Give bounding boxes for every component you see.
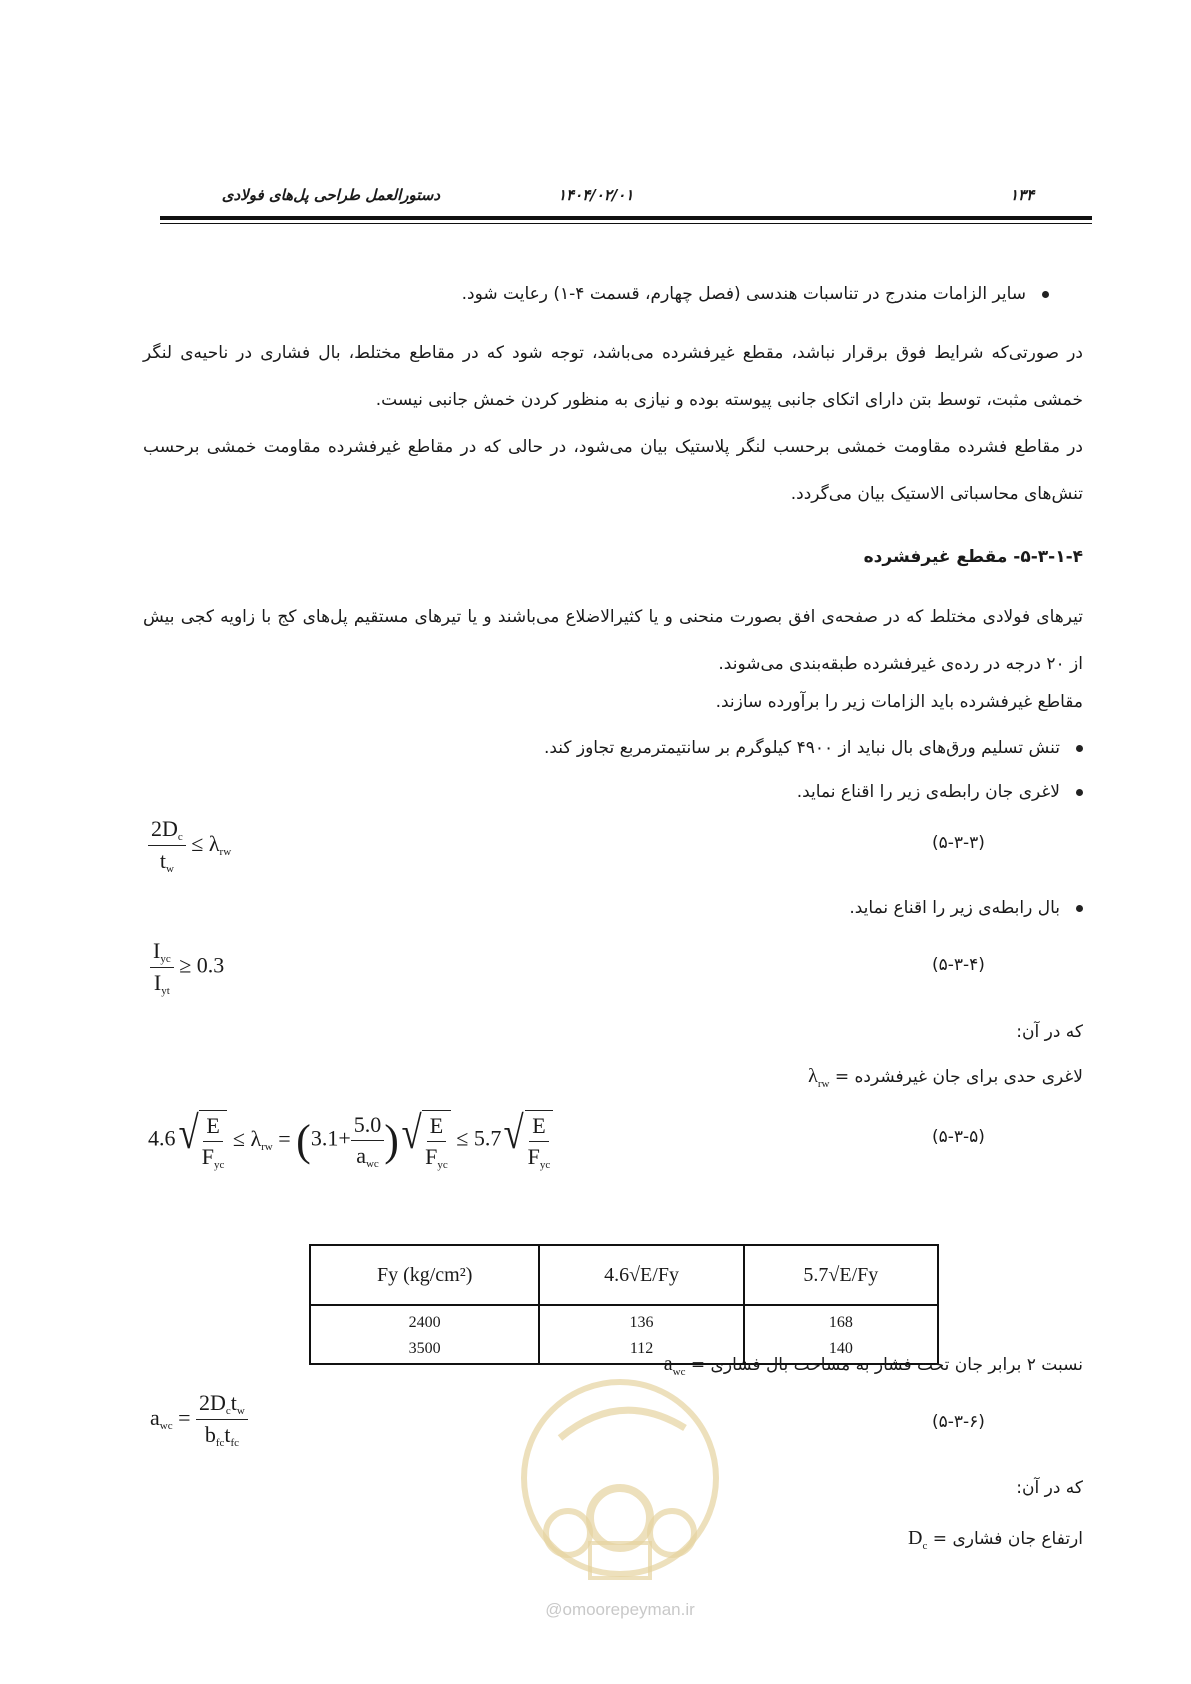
bullet-icon [1042, 291, 1049, 298]
table-header-4-6: 4.6√E/Fy [539, 1245, 743, 1305]
bullet-yield-stress-text: تنش تسلیم ورق‌های بال نباید از ۴۹۰۰ کیلوگرم بر سانتیمترمربع تجاوز کند. [543, 738, 1060, 758]
bullet-flange [849, 898, 1083, 918]
intro-bullet-text: سایر الزامات مندرج در تناسبات هندسی (فصل چهارم، قسمت ۴-۱) رعایت شود. [461, 284, 1026, 304]
watermark-logo [500, 1368, 740, 1628]
lambda-symbol: $\lambda_{rw}$ [808, 1065, 830, 1090]
header-rule-thick [160, 216, 1092, 220]
bullet-yield-stress [544, 738, 1083, 758]
dc-definition-text: = ارتفاع جان فشاری [932, 1529, 1083, 1549]
eq5-coef-3: 5.0 [351, 1112, 385, 1141]
equation-4: $\frac{I_{yc}}{I_{yt}}$ ≥ 0.3 [150, 938, 224, 997]
table-header-5-7: 5.7√E/Fy [744, 1245, 938, 1305]
where-label-1: که در آن: [1016, 1022, 1083, 1042]
table-col-fy: 2400 3500 [310, 1305, 539, 1364]
table-col-5-7: 168 140 [744, 1305, 938, 1364]
where-label-2: که در آن: [1016, 1478, 1083, 1498]
bullet-icon [1076, 905, 1083, 912]
awc-definition-text: = نسبت ۲ برابر جان تحت فشار به مساحت بال فشاری [690, 1355, 1083, 1375]
section-paragraph: تیرهای فولادی مختلط که در صفحه‌ی افق بصورت منحنی و یا کثیرالاضلاع می‌باشند و یا تیرهای مستقیم پل‌های کج با زاویه کجی بیش از ۲۰ درجه در رده‌ی غیرفشرده طبقه‌بندی می‌شوند. [143, 607, 1083, 674]
header-date: ۱۴۰۴/۰۲/۰۱ [558, 186, 634, 204]
equation-5: 4.6 √ $\frac{E}{F_{yc}}$ ≤ $\lambda_{rw} = (3.1+$ $\frac{5.0}{a_{wc}}$ ) √ $\frac{E}{F_{yc}}$ ≤ 5.7 √ $\frac{E}{F_{yc}}$ [148, 1110, 553, 1171]
at-icon: @ [545, 1600, 563, 1619]
bullet-icon [1076, 745, 1083, 752]
intro-bullet [462, 284, 1049, 304]
section-heading: ۵-۳-۱-۴- مقطع غیرفشرده [863, 547, 1083, 567]
table-col-4-6: 136 112 [539, 1305, 743, 1364]
equation-4-value: 0.3 [196, 952, 225, 978]
table-header-row [310, 1245, 938, 1305]
lambda-definition [808, 1065, 1083, 1090]
equation-6-number: (۵-۳-۶) [932, 1412, 985, 1432]
equation-5-number: (۵-۳-۵) [932, 1127, 985, 1147]
bullet-flange-text: بال رابطه‌ی زیر را اقناع نماید. [849, 898, 1060, 918]
lambda-definition-text: = لاغری حدی برای جان غیرفشرده [834, 1067, 1083, 1087]
intro-paragraph-1: در صورتی‌که شرایط فوق برقرار نباشد، مقطع غیرفشرده می‌باشد، توجه شود که در مقاطع مختلط، بال فشاری در ناحیه‌ی لنگر خمشی مثبت، توسط بتن دارای اتکای جانبی پیوسته بوده و نیازی به منظور کردن خمش جانبی نیست. [143, 343, 1083, 410]
dc-definition [908, 1527, 1083, 1552]
intro-paragraph-2: در مقاطع فشرده مقاومت خمشی برحسب لنگر پلاستیک بیان می‌شود، در حالی که در مقاطع غیرفشرده مقاومت خمشی برحسب تنش‌های محاسباتی الاستیک بیان می‌گردد. [143, 437, 1083, 504]
bullet-icon [1076, 789, 1083, 796]
bullet-web-slenderness [797, 782, 1083, 802]
table-header-fy: Fy (kg/cm²) [310, 1245, 539, 1305]
slenderness-table [309, 1244, 939, 1365]
dc-symbol: $D_c$ [908, 1527, 928, 1552]
equation-4-number: (۵-۳-۴) [932, 955, 985, 975]
watermark-seal-icon [500, 1368, 740, 1588]
eq5-coef-4: 5.7 [473, 1125, 502, 1151]
watermark-text: omoorepeyman.ir [562, 1600, 695, 1619]
bullet-web-slenderness-text: لاغری جان رابطه‌ی زیر را اقناع نماید. [796, 782, 1060, 802]
header-title: دستورالعمل طراحی پل‌های فولادی [221, 186, 440, 204]
equation-3-number: (۵-۳-۳) [932, 833, 985, 853]
awc-symbol: $a_{wc}$ [663, 1353, 686, 1378]
eq5-coef-1: 4.6 [148, 1125, 176, 1151]
requirements-text: مقاطع غیرفشرده باید الزامات زیر را برآورده سازند. [715, 692, 1083, 712]
header-rule-thin [160, 223, 1092, 224]
page-number: ۱۳۴ [1010, 188, 1035, 204]
equation-6: $a_{wc}$ = $\frac{2D_ct_w}{b_{fc}t_{fc}}$ [150, 1390, 248, 1449]
equation-3: $\frac{2D_c}{t_w}$ ≤ $\lambda_{rw}$ [148, 816, 231, 875]
eq5-coef-2: 3.1 [310, 1125, 339, 1151]
